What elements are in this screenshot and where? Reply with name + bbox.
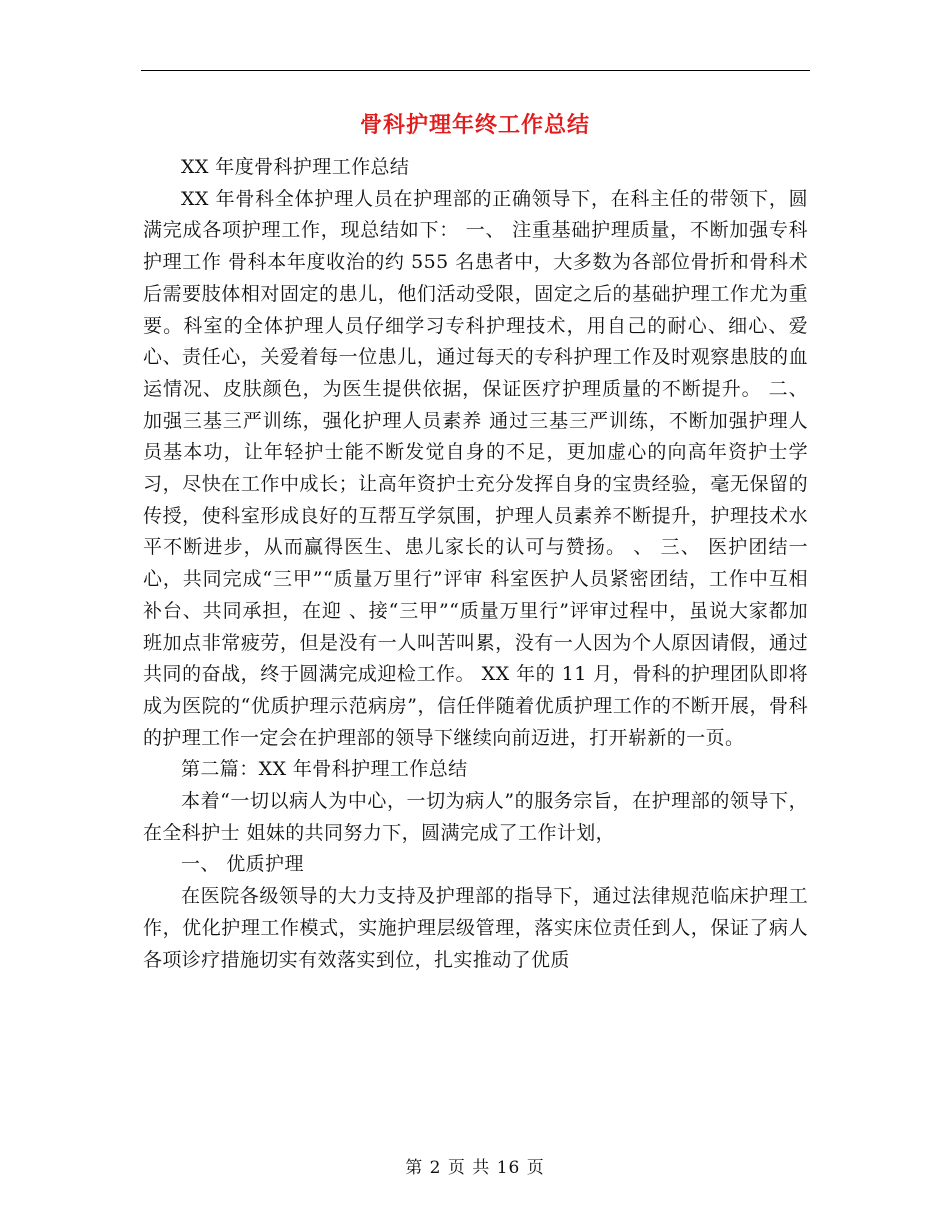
paragraph: 本着“一切以病人为中心，一切为病人”的服务宗旨，在护理部的领导下，在全科护士 姐妹的共同努力下，圆满完成了工作计划， [143,790,808,844]
header-rule [141,70,810,71]
section-heading: 一、 优质护理 [181,853,304,876]
paragraph: XX 年度骨科护理工作总结 [181,156,410,178]
document-title: 骨科护理年终工作总结 [359,113,590,138]
paragraph: XX 年骨科全体护理人员在护理部的正确领导下，在科主任的带领下，圆满完成各项护理工作，现总结如下： 一、 注重基础护理质量，不断加强专科护理工作 骨科本年度收治的约 555 名患者中，大多数为各部位骨折和骨科术后需要肢体相对固定的患儿，他们活动受限，固定之后的基础护理工作尤为重要。科室的全体护理人员仔细学习专科护理技术，用自己的耐心、细心、爱心、责任心，关爱着每一位患儿，通过每天的专科护理工作及时观察患肢的血运情况、皮肤颜色，为医生提供依据，保证医疗护理质量的不断提升。 二、 加强三基三严训练，强化护理人员素养 通过三基三严训练，不断加强护理人员基本功，让年轻护士能不断发觉自身的不足，更加虚心的向高年资护士学习，尽快在工作中成长；让高年资护士充分发挥自身的宝贵经验，毫无保留的传授，使科室形成良好的互帮互学氛围，护理人员素养不断提升，护理技术水平不断进步，从而赢得医生、患儿家长的认可与赞扬。 、 三、 医护团结一心，共同完成“三甲”“质量万里行”评审 科室医护人员紧密团结，工作中互相补台、共同承担，在迎 、接“三甲”“质量万里行”评审过程中，虽说大家都加班加点非常疲劳，但是没有一人叫苦叫累，没有一人因为个人原因请假，通过共同的奋战，终于圆满完成迎检工作。 XX 年的 11 月，骨科的护理团队即将成为医院的“优质护理示范病房”，信任伴随着优质护理工作的不断开展，骨科的护理工作一定会在护理部的领导下继续向前迈进，打开崭新的一页。 [143,187,808,749]
section-heading: 第二篇：XX 年骨科护理工作总结 [181,758,468,781]
paragraph: 在医院各级领导的大力支持及护理部的指导下，通过法律规范临床护理工作，优化护理工作模式，实施护理层级管理，落实床位责任到人，保证了病人各项诊疗措施切实有效落实到位，扎实推动了优质 [143,885,808,971]
page-number: 第 2 页 共 16 页 [405,1158,545,1178]
document-body [143,152,808,976]
